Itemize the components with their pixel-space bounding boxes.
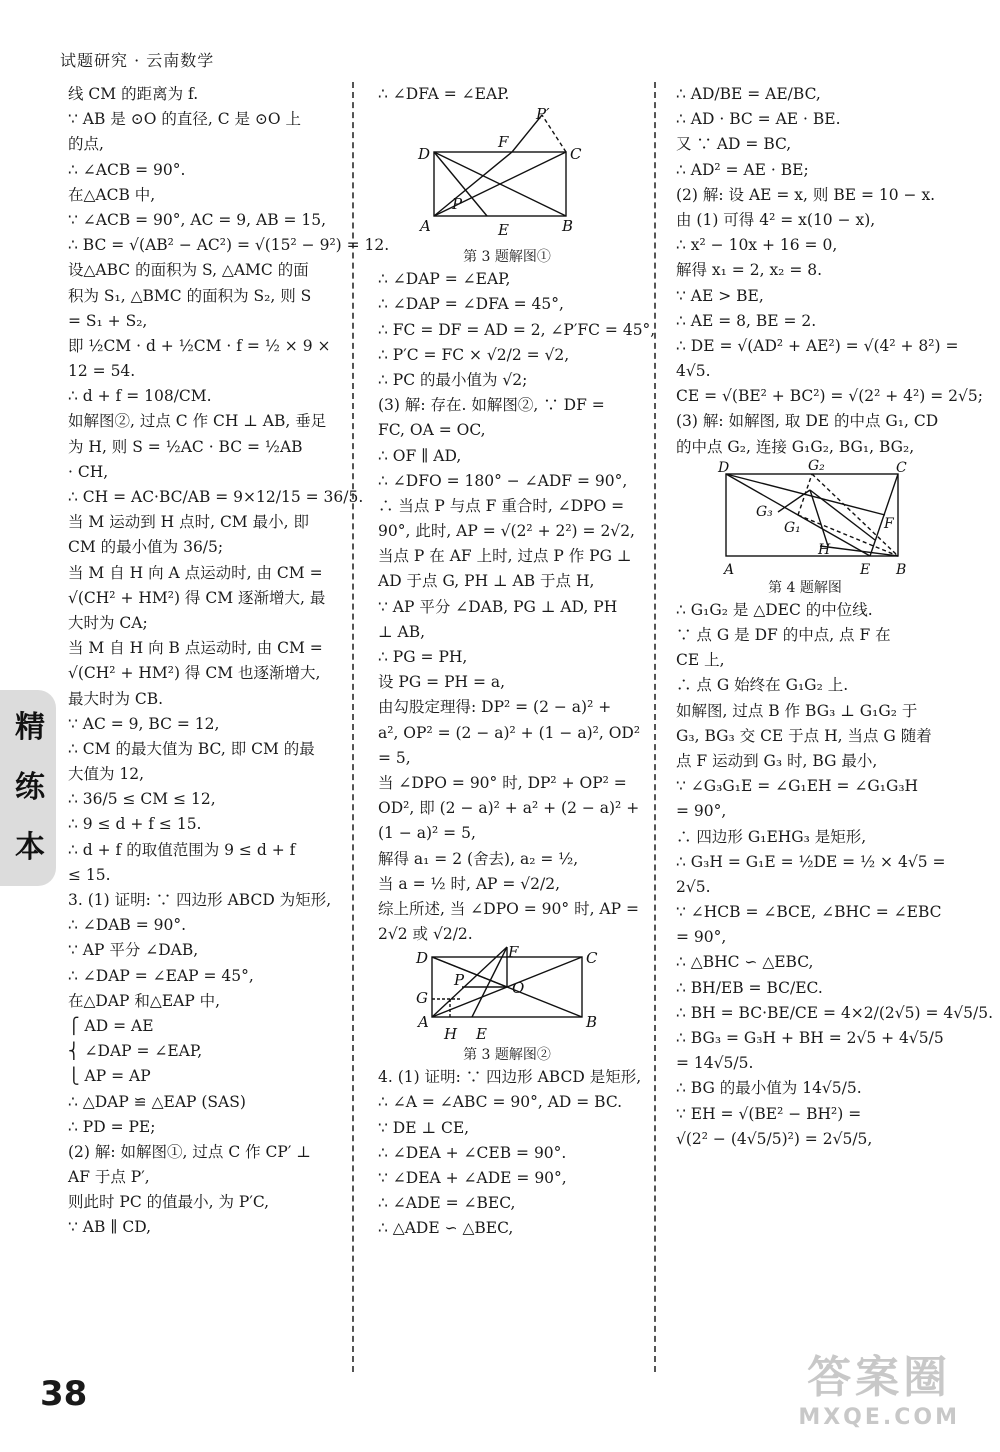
watermark-logo-text: 答案圈	[807, 1352, 952, 1403]
label-d: D	[418, 145, 431, 164]
text-line: 解得 x₁ = 2, x₂ = 8.	[676, 261, 823, 280]
text-line: 综上所述, 当 ∠DPO = 90° 时, AP =	[378, 899, 639, 918]
text-line: ∴ CH = AC·BC/AB = 9×12/15 = 36/5.	[68, 488, 364, 506]
column-3	[676, 82, 994, 1152]
text-line: 当 M 自 H 向 A 点运动时, 由 CM =	[68, 563, 323, 582]
side-tab	[0, 690, 56, 886]
text-line: ∴ PC 的最小值为 √2;	[378, 370, 528, 389]
label-g1: G₁	[784, 519, 801, 536]
label-h: H	[444, 1025, 458, 1044]
text-line: CM 的最小值为 36/5;	[68, 538, 224, 557]
text-line: 2√5.	[676, 877, 711, 896]
text-line: = S₁ + S₂,	[68, 311, 148, 330]
text-block	[68, 82, 390, 1241]
text-line: ∵ AP 平分 ∠DAB, PG ⊥ AD, PH	[378, 597, 618, 616]
text-line: (3) 解: 如解图, 取 DE 的中点 G₁, CD	[676, 412, 939, 431]
text-block	[378, 82, 636, 107]
text-line: a², OP² = (2 − a)² + (1 − a)², OD²	[378, 723, 641, 742]
text-line: ∴ BH/EB = BC/EC.	[676, 978, 823, 997]
text-line: 当 M 运动到 H 点时, CM 最小, 即	[68, 513, 309, 532]
label-p: P	[454, 971, 465, 990]
text-line: (2) 解: 设 AE = x, 则 BE = 10 − x.	[676, 185, 936, 204]
text-line: ∴ ∠DAP = ∠EAP = 45°,	[68, 966, 254, 985]
text-line: 4√5.	[676, 362, 711, 381]
text-line: ∴ ∠DAP = ∠EAP,	[378, 270, 511, 289]
label-e: E	[476, 1025, 487, 1044]
text-line: 大时为 CA;	[68, 613, 148, 632]
text-line: 由勾股定理得: DP² = (2 − a)² +	[378, 698, 612, 717]
text-line: OD², 即 (2 − a)² + a² + (2 − a)² +	[378, 799, 640, 818]
text-line: √(CH² + HM²) 得 CM 逐渐增大, 最	[68, 588, 326, 607]
text-line: · CH,	[68, 462, 109, 481]
text-line: ∵ AC = 9, BC = 12,	[68, 714, 220, 733]
text-line: 如解图, 过点 B 作 BG₃ ⊥ G₁G₂ 于	[676, 701, 918, 720]
text-line: ∴ ∠DEA + ∠CEB = 90°.	[378, 1143, 567, 1162]
text-line: 又 ∵ AD = BC,	[676, 135, 792, 154]
text-line: ∵ AB ∥ CD,	[68, 1218, 152, 1237]
text-line: 即 ½CM · d + ½CM · f = ½ × 9 ×	[68, 336, 331, 355]
text-line: ⎩ AP = AP	[68, 1067, 151, 1086]
label-c: C	[586, 949, 598, 968]
label-p: P	[452, 195, 463, 214]
text-line: ≤ 15.	[68, 865, 111, 884]
label-o: O	[512, 979, 525, 998]
watermark	[798, 1341, 960, 1430]
text-block	[676, 598, 994, 1152]
text-line: FC, OA = OC,	[378, 421, 486, 440]
label-g: G	[416, 989, 428, 1008]
text-line: ⎨ ∠DAP = ∠EAP,	[68, 1042, 203, 1061]
text-line: CE 上,	[676, 651, 725, 670]
text-line: ∴ BC = √(AB² − AC²) = √(15² − 9²) = 12.	[68, 236, 390, 255]
text-line: ∵ AP 平分 ∠DAB,	[68, 941, 199, 960]
label-c: C	[570, 145, 582, 164]
label-b: B	[896, 561, 907, 578]
running-header: 试题研究 · 云南数学	[60, 51, 215, 70]
text-line: (2) 解: 如解图①, 过点 C 作 CP′ ⊥	[68, 1142, 311, 1161]
label-f: F	[498, 133, 509, 152]
text-line: ∴ 四边形 G₁EHG₃ 是矩形,	[676, 827, 867, 846]
column-2	[378, 82, 656, 1242]
label-c: C	[896, 459, 907, 476]
text-line: ∴ BG₃ = G₃H + BH = 2√5 + 4√5/5	[676, 1029, 944, 1047]
label-e: E	[498, 221, 509, 240]
text-line: AF 于点 P′,	[68, 1168, 150, 1187]
label-b: B	[586, 1013, 598, 1032]
text-line: ∵ ∠G₃G₁E = ∠G₁EH = ∠G₁G₃H	[676, 777, 919, 796]
label-p-prime: P′	[536, 105, 550, 124]
text-line: ∴ PD = PE;	[68, 1117, 156, 1136]
text-line: 解得 a₁ = 2 (舍去), a₂ = ½,	[378, 849, 579, 868]
label-e: E	[860, 561, 871, 578]
text-line: ∵ ∠ACB = 90°, AC = 9, AB = 15,	[68, 210, 327, 229]
text-line: ∴ ∠A = ∠ABC = 90°, AD = BC.	[378, 1093, 623, 1112]
text-line: 如解图②, 过点 C 作 CH ⊥ AB, 垂足	[68, 412, 327, 431]
text-line: ∴ DE = √(AD² + AE²) = √(4² + 8²) =	[676, 336, 959, 355]
text-line: = 90°,	[676, 928, 727, 947]
label-g2: G₂	[808, 457, 825, 474]
page-number: 38	[40, 1374, 88, 1414]
text-block	[378, 267, 656, 947]
text-line: 点 F 运动到 G₃ 时, BG 最小,	[676, 751, 878, 770]
text-line: 当点 P 在 AF 上时, 过点 P 作 PG ⊥	[378, 547, 632, 566]
figure-caption: 第 3 题解图②	[463, 1047, 551, 1064]
text-line: 在△DAP 和△EAP 中,	[68, 991, 221, 1010]
text-line: 设 PG = PH = a,	[378, 673, 506, 692]
text-line: ∴ FC = DF = AD = 2, ∠P′FC = 45°,	[378, 320, 656, 339]
text-line: ∴ △ADE ∽ △BEC,	[378, 1219, 514, 1238]
text-line: ∴ ∠ACB = 90°.	[68, 160, 186, 179]
text-line: ∴ OF ∥ AD,	[378, 446, 462, 465]
label-d: D	[416, 949, 429, 968]
text-line: ⎧ AD = AE	[68, 1016, 154, 1035]
text-line: 4. (1) 证明: ∵ 四边形 ABCD 是矩形,	[378, 1068, 642, 1087]
text-line: 的中点 G₂, 连接 G₁G₂, BG₁, BG₂,	[676, 437, 915, 456]
text-line: ⊥ AB,	[378, 622, 426, 641]
text-line: 当 ∠DPO = 90° 时, DP² + OP² =	[378, 773, 627, 792]
text-line: 当 a = ½ 时, AP = √2/2,	[378, 874, 561, 893]
text-line: ∵ EH = √(BE² − BH²) =	[676, 1104, 862, 1123]
text-line: ∴ ∠DFO = 180° − ∠ADF = 90°,	[378, 471, 628, 490]
text-line: CE = √(BE² + BC²) = √(2² + 4²) = 2√5;	[676, 387, 983, 406]
column-divider	[352, 82, 354, 1372]
figure-3-1	[412, 107, 602, 247]
text-line: 12 = 54.	[68, 362, 136, 381]
text-line: ∵ AB 是 ⊙O 的直径, C 是 ⊙O 上	[68, 110, 302, 129]
label-f: F	[508, 943, 519, 962]
text-block	[676, 82, 983, 460]
text-line: ∵ ∠HCB = ∠BCE, ∠BHC = ∠EBC	[676, 903, 942, 922]
text-line: 大值为 12,	[68, 765, 145, 784]
text-line: ∵ DE ⊥ CE,	[378, 1118, 470, 1137]
label-b: B	[562, 217, 574, 236]
label-d: D	[718, 459, 730, 476]
text-line: = 14√5/5.	[676, 1054, 754, 1073]
text-line: ∴ G₃H = G₁E = ½DE = ½ × 4√5 =	[676, 852, 946, 871]
label-a: A	[418, 1013, 429, 1032]
text-block	[378, 1065, 642, 1241]
text-line: = 5,	[378, 748, 411, 767]
text-line: ∴ BH = BC·BE/CE = 4×2/(2√5) = 4√5/5.	[676, 1003, 994, 1022]
text-line: ∴ ∠DFA = ∠EAP.	[378, 85, 510, 103]
text-line: ∴ G₁G₂ 是 △DEC 的中位线.	[676, 600, 873, 619]
text-line: ∵ ∠DEA + ∠ADE = 90°,	[378, 1169, 567, 1187]
text-line: (1 − a)² = 5,	[378, 824, 476, 843]
text-line: = 90°,	[676, 802, 727, 821]
text-line: AD 于点 G, PH ⊥ AB 于点 H,	[378, 572, 595, 591]
label-g3: G₃	[756, 503, 773, 520]
text-line: ∴ ∠DAP = ∠DFA = 45°,	[378, 295, 564, 314]
text-line: ∴ P′C = FC × √2/2 = √2,	[378, 345, 570, 364]
text-line: 90°, 此时, AP = √(2² + 2²) = 2√2,	[378, 522, 635, 541]
text-line: ∵ AE > BE,	[676, 286, 764, 305]
side-tab-char: 练	[15, 770, 45, 805]
text-line: ∴ CM 的最大值为 BC, 即 CM 的最	[68, 739, 315, 758]
label-a: A	[724, 561, 735, 578]
text-line: ∴ 9 ≤ d + f ≤ 15.	[68, 815, 202, 834]
figure-caption: 第 3 题解图①	[463, 249, 551, 266]
text-line: (3) 解: 存在. 如解图②, ∵ DF =	[378, 396, 605, 415]
label-h: H	[818, 541, 831, 558]
text-line: ∴ AD/BE = AE/BC,	[676, 85, 821, 103]
column-1	[68, 82, 390, 1241]
text-line: 当 M 自 H 向 B 点运动时, 由 CM =	[68, 639, 323, 658]
figure-3-2	[412, 943, 602, 1045]
text-line: ∴ ∠DAB = 90°.	[68, 916, 187, 935]
text-line: ∴ 当点 P 与点 F 重合时, ∠DPO =	[378, 496, 625, 515]
side-tab-char: 本	[15, 830, 45, 865]
text-line: ∴ ∠ADE = ∠BEC,	[378, 1194, 516, 1213]
watermark-url: MXQE.COM	[798, 1405, 960, 1430]
figure-caption: 第 4 题解图	[768, 579, 842, 596]
text-line: 积为 S₁, △BMC 的面积为 S₂, 则 S	[68, 286, 312, 305]
text-line: ∴ 点 G 始终在 G₁G₂ 上.	[676, 676, 849, 695]
label-f: F	[884, 515, 894, 532]
text-line: ∴ AD · BC = AE · BE.	[676, 110, 841, 129]
text-line: 由 (1) 可得 4² = x(10 − x),	[676, 210, 876, 229]
text-line: ∴ d + f = 108/CM.	[68, 387, 212, 406]
text-line: 2√2 或 √2/2.	[378, 925, 473, 944]
text-line: 最大时为 CB.	[68, 689, 164, 708]
text-line: 为 H, 则 S = ½AC · BC = ½AB	[68, 437, 303, 456]
text-line: ∴ △DAP ≌ △EAP (SAS)	[68, 1092, 246, 1111]
text-line: ∴ AD² = AE · BE;	[676, 160, 809, 179]
text-line: √(CH² + HM²) 得 CM 也逐渐增大,	[68, 664, 321, 683]
text-line: 线 CM 的距离为 f.	[68, 85, 199, 103]
text-line: ∵ 点 G 是 DF 的中点, 点 F 在	[676, 626, 891, 644]
text-line: ∴ AE = 8, BE = 2.	[676, 311, 817, 330]
column-divider	[654, 82, 656, 1372]
text-line: ∴ 36/5 ≤ CM ≤ 12,	[68, 790, 216, 809]
text-line: ∴ △BHC ∽ △EBC,	[676, 953, 814, 972]
text-line: 的点,	[68, 135, 104, 154]
text-line: 则此时 PC 的值最小, 为 P′C,	[68, 1193, 270, 1212]
text-line: ∴ x² − 10x + 16 = 0,	[676, 236, 838, 255]
text-line: 在△ACB 中,	[68, 185, 156, 204]
text-line: ∴ BG 的最小值为 14√5/5.	[676, 1079, 862, 1098]
text-line: √(2² − (4√5/5)²) = 2√5/5,	[676, 1129, 873, 1148]
figure-4	[700, 457, 910, 578]
label-a: A	[420, 217, 431, 236]
text-line: ∴ d + f 的取值范围为 9 ≤ d + f	[68, 840, 296, 859]
text-line: 设△ABC 的面积为 S, △AMC 的面	[68, 261, 309, 280]
text-line: ∴ PG = PH,	[378, 648, 468, 666]
side-tab-char: 精	[15, 710, 45, 745]
text-line: G₃, BG₃ 交 CE 于点 H, 当点 G 随着	[676, 726, 932, 745]
text-line: 3. (1) 证明: ∵ 四边形 ABCD 为矩形,	[68, 891, 332, 909]
